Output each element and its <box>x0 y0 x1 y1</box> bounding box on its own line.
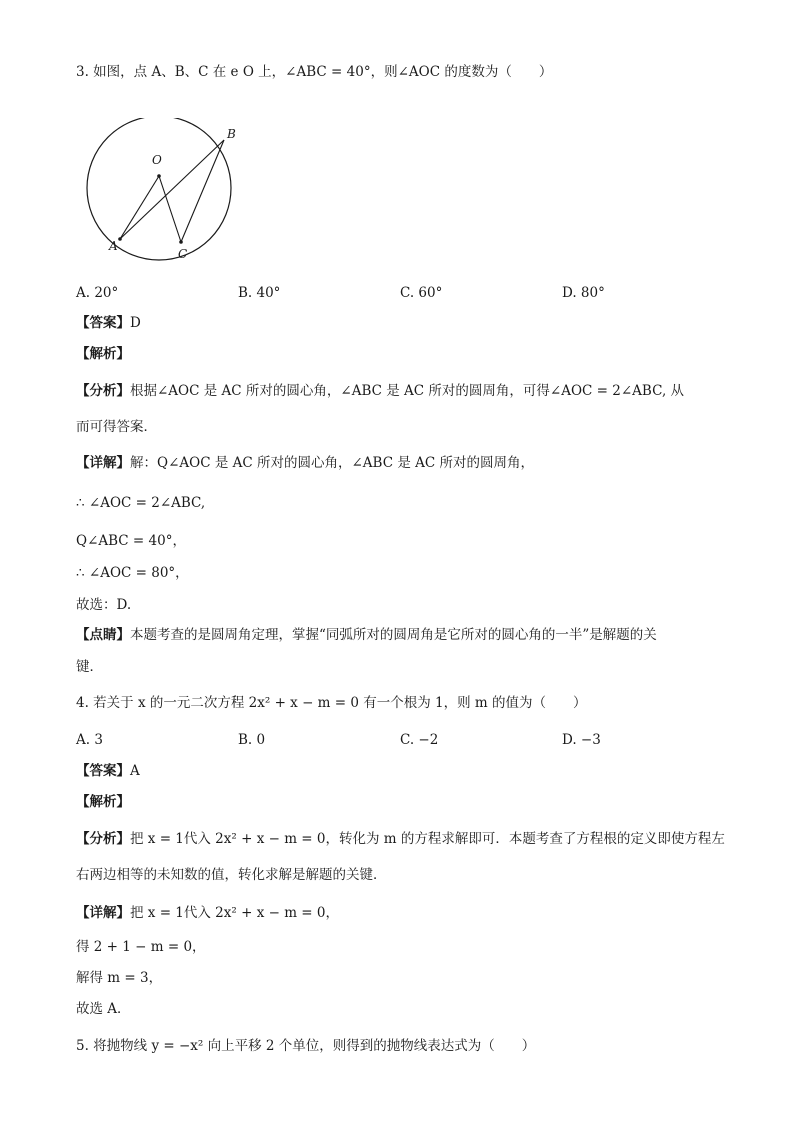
fenxi-text: 把 x = 1代入 2x² + x − m = 0，转化为 m 的方程求解即可．本题考查了方程根的定义即使方程左 <box>130 831 725 847</box>
label-A: A <box>109 239 118 253</box>
q3-step1: ∴ ∠AOC = 2∠ABC, <box>76 495 206 511</box>
q4-xiangjie-line1 <box>76 904 339 922</box>
point-A <box>118 237 122 241</box>
segment-OC <box>159 176 181 242</box>
q4-fenxi-line1 <box>76 830 725 848</box>
xiangjie-text: 把 x = 1代入 2x² + x − m = 0， <box>130 905 339 921</box>
xiangjie-tag: 【详解】 <box>76 455 130 471</box>
answer-tag: 【答案】 <box>76 763 130 779</box>
q4-option-a: A. 3 <box>76 732 103 748</box>
answer-tag: 【答案】 <box>76 315 130 331</box>
label-O: O <box>152 153 162 167</box>
q3-question: 3. 如图，点 A、B、C 在 e O 上，∠ABC = 40°，则∠AOC 的度数为（ ） <box>76 64 553 80</box>
label-B: B <box>227 127 236 141</box>
q3-dianjing-line2: 键． <box>76 659 103 675</box>
answer-value: A <box>130 763 140 779</box>
label-C: C <box>178 247 188 261</box>
q4-analysis-tag: 【解析】 <box>76 794 130 810</box>
q3-option-c: C. 60° <box>400 285 443 301</box>
q4-option-c: C. −2 <box>400 732 439 748</box>
q3-step2: Q∠ABC = 40°， <box>76 533 186 549</box>
point-C <box>179 240 183 244</box>
q3-answer <box>76 314 141 332</box>
q3-analysis-tag: 【解析】 <box>76 346 130 362</box>
dianjing-text: 本题考查的是圆周角定理，掌握“同弧所对的圆周角是它所对的圆心角的一半”是解题的关 <box>130 627 657 643</box>
q3-option-a: A. 20° <box>76 285 119 301</box>
q3-step4: 故选：D. <box>76 597 132 613</box>
q4-step3: 故选 A． <box>76 1001 131 1017</box>
fenxi-tag: 【分析】 <box>76 831 130 847</box>
q4-step1: 得 2 + 1 − m = 0， <box>76 939 206 955</box>
q4-question: 4. 若关于 x 的一元二次方程 2x² + x − m = 0 有一个根为 1，则 m 的值为（ ） <box>76 695 587 711</box>
q4-option-d: D. −3 <box>562 732 601 748</box>
q4-step2: 解得 m = 3， <box>76 970 163 986</box>
answer-value: D <box>130 315 141 331</box>
segment-AB <box>120 140 224 239</box>
q3-option-b: B. 40° <box>238 285 281 301</box>
point-O <box>157 174 161 178</box>
q4-option-b: B. 0 <box>238 732 266 748</box>
q4-answer <box>76 762 140 780</box>
q3-step3: ∴ ∠AOC = 80°， <box>76 565 189 581</box>
fenxi-tag: 【分析】 <box>76 383 130 399</box>
q3-fenxi-line2: 而可得答案． <box>76 419 157 435</box>
fenxi-text: 根据∠AOC 是 AC 所对的圆心角，∠ABC 是 AC 所对的圆周角，可得∠AOC = 2∠ABC, 从 <box>130 383 685 399</box>
q4-fenxi-line2: 右两边相等的未知数的值，转化求解是解题的关键． <box>76 867 387 883</box>
q3-circle-figure <box>76 118 256 268</box>
q5-question: 5. 将抛物线 y = −x² 向上平移 2 个单位，则得到的抛物线表达式为（ ） <box>76 1038 536 1054</box>
xiangjie-tag: 【详解】 <box>76 905 130 921</box>
q3-option-d: D. 80° <box>562 285 605 301</box>
q3-fenxi-line1 <box>76 382 684 400</box>
dianjing-tag: 【点睛】 <box>76 627 130 643</box>
segment-BC <box>181 140 224 242</box>
xiangjie-text: 解：Q∠AOC 是 AC 所对的圆心角，∠ABC 是 AC 所对的圆周角， <box>130 455 534 471</box>
q3-dianjing-line1 <box>76 626 657 644</box>
q3-xiangjie-line1 <box>76 454 534 472</box>
